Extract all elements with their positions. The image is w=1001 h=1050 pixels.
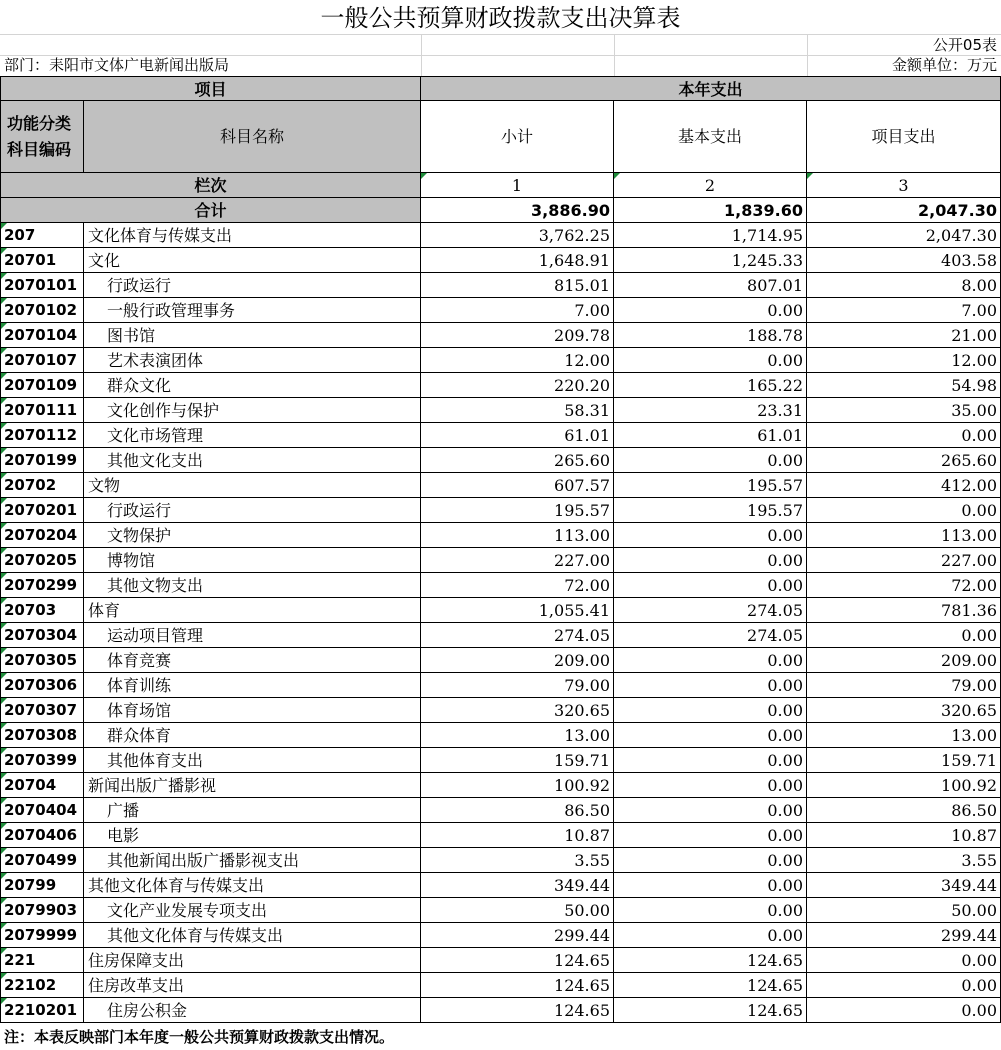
total-label: 合计 [0,198,421,223]
row-name: 电影 [84,823,421,848]
row-project: 50.00 [807,898,1001,923]
table-row [0,823,1001,848]
row-subtotal: 58.31 [421,398,614,423]
row-name: 群众文化 [84,373,421,398]
row-basic: 0.00 [614,723,807,748]
row-name: 运动项目管理 [84,623,421,648]
row-subtotal: 274.05 [421,623,614,648]
row-name: 其他文化体育与传媒支出 [84,873,421,898]
cell-marker-icon [1,423,7,429]
row-name: 住房改革支出 [84,973,421,998]
cell-marker-icon [1,223,7,229]
row-subtotal: 209.00 [421,648,614,673]
row-subtotal: 607.57 [421,473,614,498]
row-name: 其他文化体育与传媒支出 [84,923,421,948]
row-basic: 0.00 [614,698,807,723]
row-basic: 124.65 [614,973,807,998]
row-basic: 0.00 [614,773,807,798]
cell-marker-icon [1,698,7,704]
column-number: 3 [807,173,1001,198]
row-project: 8.00 [807,273,1001,298]
row-basic: 807.01 [614,273,807,298]
column-number-label: 栏次 [0,173,421,198]
row-basic: 0.00 [614,523,807,548]
row-basic: 0.00 [614,548,807,573]
row-subtotal: 299.44 [421,923,614,948]
table-row [0,598,1001,623]
total-project: 2,047.30 [807,198,1001,223]
row-name: 行政运行 [84,498,421,523]
table-row [0,348,1001,373]
cell-marker-icon [1,748,7,754]
row-basic: 124.65 [614,948,807,973]
header-item: 项目 [0,76,421,101]
row-code: 2079903 [0,898,84,923]
row-basic: 274.05 [614,623,807,648]
row-code: 2210201 [0,998,84,1023]
cell-marker-icon [1,648,7,654]
row-basic: 188.78 [614,323,807,348]
cell-marker-icon [421,173,427,179]
row-basic: 23.31 [614,398,807,423]
row-code: 22102 [0,973,84,998]
header-subtotal: 小计 [421,101,614,173]
row-code: 2070404 [0,798,84,823]
row-subtotal: 124.65 [421,998,614,1023]
row-basic: 0.00 [614,898,807,923]
row-code: 2070406 [0,823,84,848]
unit-label: 金额单位：万元 [891,56,997,74]
row-project: 10.87 [807,823,1001,848]
row-name: 文化 [84,248,421,273]
row-subtotal: 12.00 [421,348,614,373]
row-name: 体育场馆 [84,698,421,723]
row-code: 2070112 [0,423,84,448]
cell-marker-icon [1,273,7,279]
grid-line [614,35,615,76]
table-row [0,473,1001,498]
row-code: 20701 [0,248,84,273]
row-code: 2070111 [0,398,84,423]
row-project: 21.00 [807,323,1001,348]
row-name: 博物馆 [84,548,421,573]
row-basic: 1,245.33 [614,248,807,273]
row-subtotal: 227.00 [421,548,614,573]
row-subtotal: 13.00 [421,723,614,748]
table-row [0,948,1001,973]
row-code: 2070204 [0,523,84,548]
row-project: 0.00 [807,498,1001,523]
row-basic: 195.57 [614,473,807,498]
row-name: 住房公积金 [84,998,421,1023]
row-code: 2070306 [0,673,84,698]
row-basic: 0.00 [614,648,807,673]
row-subtotal: 61.01 [421,423,614,448]
row-basic: 195.57 [614,498,807,523]
cell-marker-icon [1,798,7,804]
table-row [0,548,1001,573]
row-name: 文化创作与保护 [84,398,421,423]
table-row [0,448,1001,473]
table-row [0,323,1001,348]
row-project: 79.00 [807,673,1001,698]
table-row [0,223,1001,248]
row-code: 2070201 [0,498,84,523]
cell-marker-icon [1,923,7,929]
row-code: 20703 [0,598,84,623]
row-name: 体育 [84,598,421,623]
table-row [0,648,1001,673]
row-code: 2070205 [0,548,84,573]
row-subtotal: 209.78 [421,323,614,348]
table-row [0,848,1001,873]
row-code: 2070199 [0,448,84,473]
row-name: 新闻出版广播影视 [84,773,421,798]
row-project: 35.00 [807,398,1001,423]
row-name: 文化体育与传媒支出 [84,223,421,248]
header-basic: 基本支出 [614,101,807,173]
cell-marker-icon [1,398,7,404]
row-project: 0.00 [807,973,1001,998]
table-row [0,523,1001,548]
row-basic: 0.00 [614,798,807,823]
row-name: 文物 [84,473,421,498]
header-name: 科目名称 [84,101,421,173]
grid-line [807,35,808,76]
total-subtotal: 3,886.90 [421,198,614,223]
row-subtotal: 1,055.41 [421,598,614,623]
row-subtotal: 815.01 [421,273,614,298]
cell-marker-icon [1,848,7,854]
row-project: 0.00 [807,623,1001,648]
row-name: 文物保护 [84,523,421,548]
cell-marker-icon [1,448,7,454]
department-label: 部门：耒阳市文体广电新闻出版局 [4,56,230,74]
row-code: 2070109 [0,373,84,398]
cell-marker-icon [1,523,7,529]
row-project: 320.65 [807,698,1001,723]
row-code: 2070101 [0,273,84,298]
cell-marker-icon [1,973,7,979]
row-project: 2,047.30 [807,223,1001,248]
row-name: 其他文化支出 [84,448,421,473]
row-name: 体育竞赛 [84,648,421,673]
page-title: 一般公共预算财政拨款支出决算表 [320,4,681,32]
table-row [0,423,1001,448]
row-subtotal: 86.50 [421,798,614,823]
table-row [0,798,1001,823]
cell-marker-icon [1,298,7,304]
row-code: 20799 [0,873,84,898]
row-code: 221 [0,948,84,973]
row-code: 2070102 [0,298,84,323]
table-row [0,373,1001,398]
table-row [0,748,1001,773]
row-subtotal: 320.65 [421,698,614,723]
cell-marker-icon [1,498,7,504]
row-project: 13.00 [807,723,1001,748]
row-name: 图书馆 [84,323,421,348]
row-project: 159.71 [807,748,1001,773]
row-subtotal: 1,648.91 [421,248,614,273]
row-subtotal: 10.87 [421,823,614,848]
row-subtotal: 72.00 [421,573,614,598]
row-basic: 0.00 [614,298,807,323]
row-subtotal: 7.00 [421,298,614,323]
row-basic: 0.00 [614,573,807,598]
row-project: 299.44 [807,923,1001,948]
header-project: 项目支出 [807,101,1001,173]
table-row [0,248,1001,273]
cell-marker-icon [1,898,7,904]
table-body [0,223,1001,1023]
column-number: 2 [614,173,807,198]
row-basic: 1,714.95 [614,223,807,248]
table-row [0,298,1001,323]
row-basic: 274.05 [614,598,807,623]
cell-marker-icon [1,623,7,629]
column-number-row [0,173,1001,198]
row-code: 20702 [0,473,84,498]
row-project: 209.00 [807,648,1001,673]
cell-marker-icon [1,823,7,829]
row-code: 2070308 [0,723,84,748]
table-row [0,773,1001,798]
cell-marker-icon [1,373,7,379]
table-row [0,673,1001,698]
row-subtotal: 220.20 [421,373,614,398]
row-basic: 0.00 [614,673,807,698]
cell-marker-icon [1,773,7,779]
cell-marker-icon [1,248,7,254]
row-subtotal: 265.60 [421,448,614,473]
row-project: 72.00 [807,573,1001,598]
row-project: 0.00 [807,998,1001,1023]
row-subtotal: 124.65 [421,973,614,998]
row-name: 艺术表演团体 [84,348,421,373]
row-name: 一般行政管理事务 [84,298,421,323]
row-basic: 0.00 [614,873,807,898]
row-subtotal: 100.92 [421,773,614,798]
row-name: 文化市场管理 [84,423,421,448]
row-basic: 0.00 [614,348,807,373]
cell-marker-icon [1,948,7,954]
cell-marker-icon [1,998,7,1004]
cell-marker-icon [1,348,7,354]
cell-marker-icon [1,323,7,329]
row-name: 群众体育 [84,723,421,748]
cell-marker-icon [614,173,620,179]
row-basic: 61.01 [614,423,807,448]
row-name: 住房保障支出 [84,948,421,973]
row-project: 265.60 [807,448,1001,473]
row-project: 0.00 [807,423,1001,448]
row-subtotal: 113.00 [421,523,614,548]
row-subtotal: 50.00 [421,898,614,923]
table-row [0,998,1001,1023]
row-basic: 124.65 [614,998,807,1023]
row-basic: 0.00 [614,848,807,873]
row-subtotal: 349.44 [421,873,614,898]
row-code: 2070107 [0,348,84,373]
row-basic: 0.00 [614,748,807,773]
row-project: 0.00 [807,948,1001,973]
row-name: 文化产业发展专项支出 [84,898,421,923]
row-code: 2070299 [0,573,84,598]
row-name: 体育训练 [84,673,421,698]
row-code: 2070305 [0,648,84,673]
row-project: 86.50 [807,798,1001,823]
row-code: 2070307 [0,698,84,723]
row-project: 349.44 [807,873,1001,898]
row-project: 227.00 [807,548,1001,573]
row-subtotal: 124.65 [421,948,614,973]
row-subtotal: 159.71 [421,748,614,773]
cell-marker-icon [807,173,813,179]
row-basic: 0.00 [614,823,807,848]
table-note: 注：本表反映部门本年度一般公共预算财政拨款支出情况。 [4,1028,395,1046]
cell-marker-icon [1,473,7,479]
row-subtotal: 79.00 [421,673,614,698]
row-basic: 0.00 [614,923,807,948]
row-project: 100.92 [807,773,1001,798]
row-code: 207 [0,223,84,248]
row-name: 其他体育支出 [84,748,421,773]
table-row [0,973,1001,998]
total-row [0,198,1001,223]
row-code: 20704 [0,773,84,798]
row-name: 其他文物支出 [84,573,421,598]
row-basic: 165.22 [614,373,807,398]
row-project: 3.55 [807,848,1001,873]
row-code: 2070499 [0,848,84,873]
row-project: 403.58 [807,248,1001,273]
cell-marker-icon [1,598,7,604]
table-row [0,698,1001,723]
row-subtotal: 3.55 [421,848,614,873]
header-current-year: 本年支出 [421,76,1001,101]
cell-marker-icon [1,573,7,579]
header-row-2 [0,101,1001,173]
table-row [0,923,1001,948]
row-subtotal: 3,762.25 [421,223,614,248]
table-row [0,723,1001,748]
row-name: 广播 [84,798,421,823]
column-number: 1 [421,173,614,198]
cell-marker-icon [1,873,7,879]
row-name: 其他新闻出版广播影视支出 [84,848,421,873]
table-row [0,623,1001,648]
row-basic: 0.00 [614,448,807,473]
table-row [0,398,1001,423]
table-row [0,898,1001,923]
cell-marker-icon [1,673,7,679]
table-row [0,498,1001,523]
header-code: 功能分类科目编码 [0,101,84,173]
cell-marker-icon [1,723,7,729]
table-row [0,273,1001,298]
row-project: 412.00 [807,473,1001,498]
cell-marker-icon [1,548,7,554]
row-project: 12.00 [807,348,1001,373]
row-code: 2070304 [0,623,84,648]
table-row [0,573,1001,598]
form-number: 公开05表 [932,36,997,54]
row-code: 2070399 [0,748,84,773]
row-project: 7.00 [807,298,1001,323]
total-basic: 1,839.60 [614,198,807,223]
header-row-1 [0,76,1001,101]
row-name: 行政运行 [84,273,421,298]
table-row [0,873,1001,898]
row-project: 54.98 [807,373,1001,398]
row-project: 113.00 [807,523,1001,548]
row-project: 781.36 [807,598,1001,623]
expenditure-table [0,76,1001,1023]
grid-line [421,35,422,76]
row-subtotal: 195.57 [421,498,614,523]
row-code: 2079999 [0,923,84,948]
row-code: 2070104 [0,323,84,348]
